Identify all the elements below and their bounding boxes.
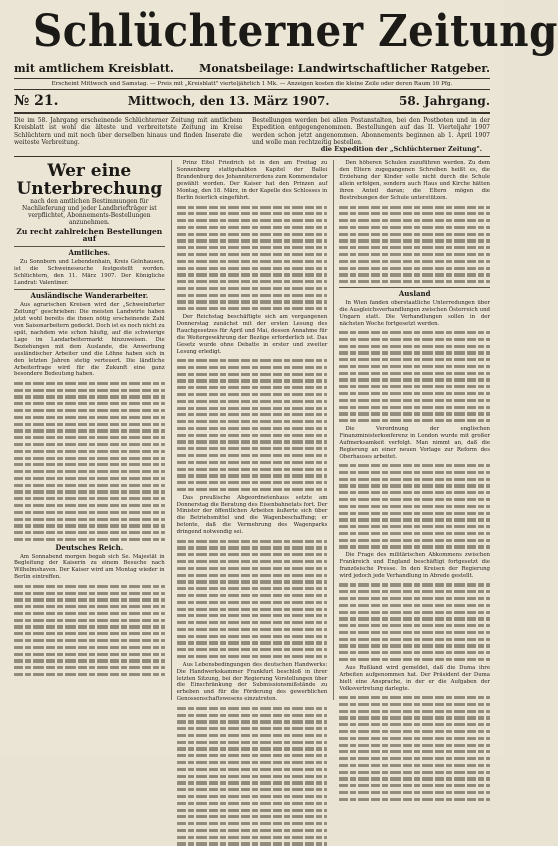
banner-bold: Zu recht zahlreichen Bestellungen auf — [16, 227, 163, 244]
issue-date: Mittwoch, den 13. März 1907. — [127, 94, 330, 108]
text-filler — [14, 585, 165, 676]
divider — [14, 246, 165, 247]
column-2 — [171, 160, 328, 703]
text-filler — [339, 331, 490, 422]
text-filler — [177, 206, 328, 311]
text-abgeordnetenhaus: Das preußische Abgeordnetenhaus setzte am Donnerstag die Beratung des Eisenbahnetats fort. Der Minister der öffentlichen Arbeiten äußerte sich über die Betriebsmittel und die Wagenbeschaffung; er betonte, daß die Vermehrung des Wagenparks dringend notwendig sei. — [176, 494, 328, 536]
text-ausland: In Wien fanden oberstaatliche Unterredungen über die Ausgleichsverhandlungen zwischen Österreich und Ungarn statt. Die Verhandlungen sollen in der nächsten Woche fortgesetzt werden. — [339, 299, 491, 327]
heading-wanderarbeiter: Ausländische Wanderarbeiter. — [30, 291, 149, 301]
subhead — [14, 62, 490, 75]
subhead-left: mit amtlichem Kreisblatt. — [14, 62, 174, 75]
subscription-left: Die im 58. Jahrgang erscheinende Schlüchterner Zeitung mit amtlichem Kreisblatt ist wohl die älteste und verbreitetste Zeitung im Kreise Schlüchtern und mit noch über derselben hinaus und finden Inserate die weiteste Verbreitung. — [14, 117, 243, 146]
text-filler — [339, 696, 490, 801]
unterbrechung-banner: Wer eine Unterbrechung — [16, 161, 163, 200]
heading-deutsches-reich: Deutsches Reich. — [55, 542, 124, 552]
heading-ausland: Ausland — [398, 288, 431, 298]
text-hoehere-schulen: Den höheren Schulen zuzuführen werden. Zu dem den Eltern zugegangenen Schreiben heißt es, die Erziehung der Kinder solle nicht durch die Schule allein erfolgen, sondern auch Haus und Kirche hätten ihren Anteil daran; die Eltern mögen die Bestrebungen der Schule unterstützen. — [339, 160, 491, 202]
expedition-signature: die Expedition der „Schlüchterner Zeitung". — [320, 145, 482, 154]
masthead: Schlüchterner Zeitung — [33, 6, 558, 57]
article-columns — [14, 160, 491, 703]
text-eitel-friedrich: Prinz Eitel Friedrich ist in den am Freitag zu Sonnenberg stattgehabten Kapitel der Ballei Brandenburg des Johanniterordens zum Kommendator gewählt worden. Der Kaiser hat den Prinzen auf Montag, den 18. März, in der Kapelle des Schlosses in Berlin feierlich eingeführt. — [176, 160, 328, 202]
text-amtliches: Zu Sonnborn und Lebendenhain, Kreis Gelnhausen, ist die Schweineseuche festgestellt worden. Schlüchtern, den 11. März 1907. Der Königliche Landrat: Valentiner. — [14, 258, 165, 286]
heading-amtliches: Amtliches. — [68, 247, 111, 257]
text-filler — [14, 382, 165, 541]
text-filler — [177, 540, 328, 658]
text-filler — [339, 583, 490, 661]
subhead-right: Monatsbeilage: Landwirtschaftlicher Ratgeber. — [199, 62, 490, 75]
text-handwerk: Aus Lebensbedingungen des deutschen Handwerks: Die Handwerkskammer Frankfurt beschloß in ihrer letzten Sitzung, bei der Regierung Vorstellungen über die Einschränkung der Submissionsmißstände zu erheben und für die Förderung des gewerblichen Genossenschaftswesens einzutreten. — [176, 661, 328, 703]
text-filler — [177, 707, 328, 846]
text-russland: Aus Rußland wird gemeldet, daß die Duma ihre Arbeiten aufgenommen hat. Der Präsident der Duma hielt eine Ansprache, in der er die Aufgaben der Volksvertretung darlegte. — [339, 664, 491, 692]
banner-subtext: nach den amtlichen Bestimmungen für Nachlieferung und jeder Landbriefträger ist verpflichtet, Abonnements-Bestellungen anzunehmen. — [21, 198, 157, 227]
text-deutsches-reich: Am Sonnabend morgen begab sich Se. Majestät in Begleitung der Kaiserin zu einem Besuche nach Wilhelmshaven. Der Kaiser wird am Montag wieder in Berlin eintreffen. — [14, 553, 165, 581]
text-wanderarbeiter: Aus agrarischen Kreisen wird der „Schweinfurter Zeitung" geschrieben: Die meisten Landwirte haben jetzt wohl bereits die ihnen nötig erscheinende Zahl von Saisonarbeitern gedeckt. Doch ist es noch nicht zu spät, nachdem wie schon häufig, auf die schwierige Lage im Landarbeitermarkt hinzuweisen. Die Beziehungen mit dem Auslande, die Anwerbung ausländischer Arbeiter und die Löhne haben sich in den letzten Jahren stetig verteuert. Die ländliche Arbeiterfrage wird für die Zukunft eine ganz besondere Bedeutung haben. — [14, 302, 165, 378]
issue-line — [14, 90, 490, 114]
issue-year: 58. Jahrgang. — [398, 94, 490, 108]
column-1 — [14, 160, 165, 700]
text-england: Die Verordnung der englischen Finanzministerkonferenz in London wurde mit großer Aufmerksamkeit verfolgt. Man nimmt an, daß die Regierung an einer neuen Vorlage zur Reform des Oberhauses arbeitet. — [339, 425, 491, 460]
divider — [339, 287, 490, 288]
text-reichstag: Der Reichstag beschäftigte sich am vergangenen Donnerstag zunächst mit der ersten Lesung des Rauchgesetzes für April und Mai, dessen Annahme für die Weitergewährung der Bezüge erforderlich ist. Das Gesetz wurde ohne Debatte in erster und zweiter Lesung erledigt. — [176, 314, 328, 355]
issue-number: № 21. — [14, 93, 59, 109]
text-frankreich: Die Frage des militärischen Abkommens zwischen Frankreich und England beschäftigt fortgesetzt die französische Presse. In den Kreisen der Regierung wird jedoch jede Verhandlung in Abrede gestellt. — [339, 552, 491, 579]
divider — [14, 289, 165, 290]
text-filler — [339, 464, 490, 549]
text-filler — [177, 359, 328, 491]
subscription-notice — [14, 114, 490, 157]
text-filler — [339, 206, 490, 284]
subscription-right: Bestellungen werden bei allen Postanstalten, bei den Postboten und in der Expedition entgegengenommen. Bestellungen auf das II. Vierteljahr 1907 werden schon jetzt angenommen. Abonnements beginnen ab 1. April 1907 und wolle man rechtzeitig bestellen. — [252, 117, 490, 146]
column-3 — [333, 160, 490, 700]
price-notice: Erscheint Mittwoch und Samstag. — Preis mit „Kreisblatt" vierteljährlich 1 Mk. — Anzeigen kosten die kleine Zeile oder deren Raum 10 Pfg. — [14, 78, 490, 90]
